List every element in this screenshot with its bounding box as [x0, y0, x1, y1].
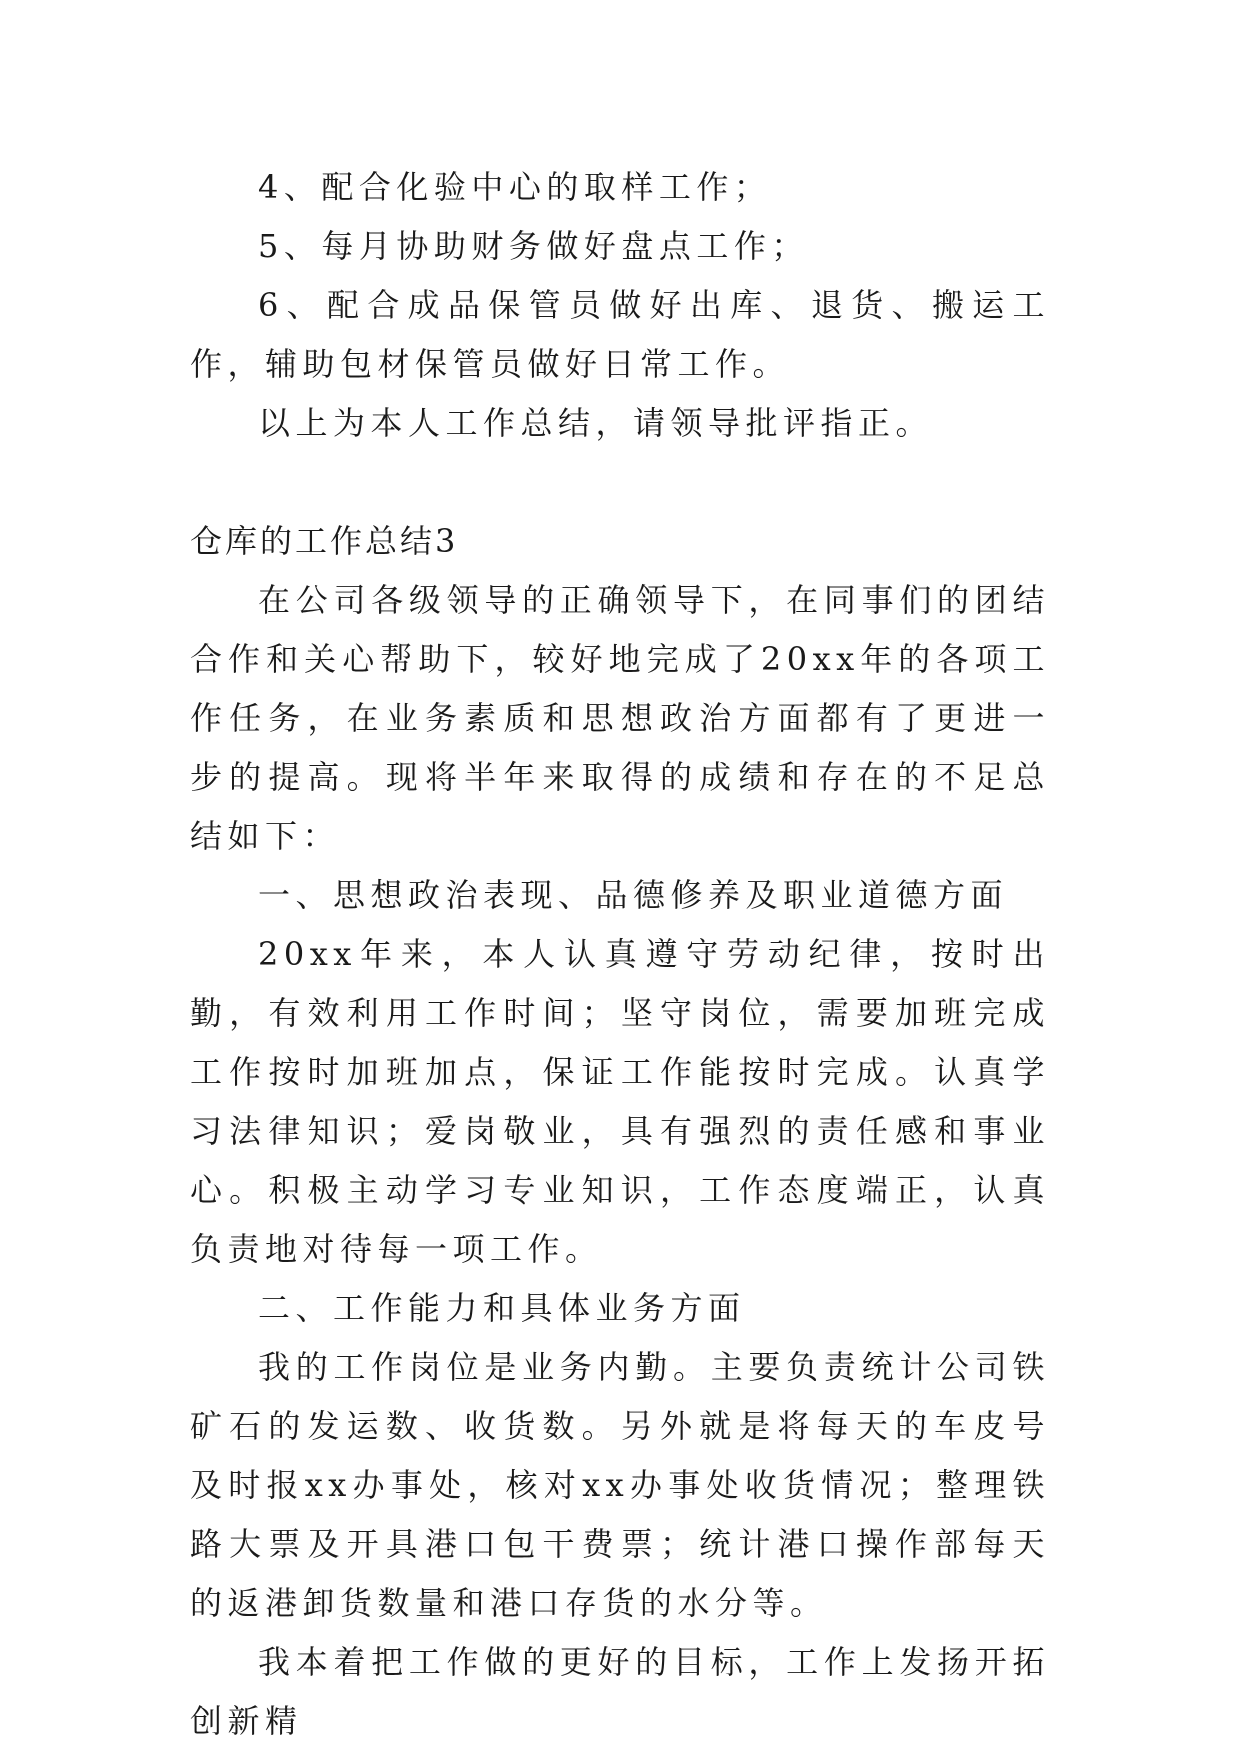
paragraph-item-6: 6、配合成品保管员做好出库、退货、搬运工作，辅助包材保管员做好日常工作。: [190, 286, 1050, 383]
paragraph-item-4: 4、配合化验中心的取样工作；: [258, 168, 772, 206]
paragraph-duties: 我的工作岗位是业务内勤。主要负责统计公司铁矿石的发运数、收货数。另外就是将每天的车皮号及时报xx办事处，核对xx办事处收货情况；整理铁路大票及开具港口包干费票；统计港口操作部每天的返港卸货数量和港口存货的水分等。: [190, 1348, 1050, 1622]
subheading-2: 二、工作能力和具体业务方面: [258, 1289, 746, 1327]
section-title: 仓库的工作总结3: [190, 522, 459, 560]
paragraph-intro: 在公司各级领导的正确领导下，在同事们的团结合作和关心帮助下，较好地完成了20xx年的各项工作任务，在业务素质和思想政治方面都有了更进一步的提高。现将半年来取得的成绩和存在的不足总结如下：: [190, 581, 1050, 855]
paragraph-goal: 我本着把工作做的更好的目标，工作上发扬开拓创新精: [190, 1643, 1050, 1740]
document-body: [190, 158, 1050, 1751]
paragraph-item-5: 5、每月协助财务做好盘点工作；: [258, 227, 809, 265]
subheading-1: 一、思想政治表现、品德修养及职业道德方面: [258, 876, 1009, 914]
paragraph-closing: 以上为本人工作总结，请领导批评指正。: [258, 404, 934, 442]
paragraph-politics: 20xx年来，本人认真遵守劳动纪律，按时出勤，有效利用工作时间；坚守岗位，需要加班完成工作按时加班加点，保证工作能按时完成。认真学习法律知识；爱岗敬业，具有强烈的责任感和事业心。积极主动学习专业知识，工作态度端正，认真负责地对待每一项工作。: [190, 935, 1050, 1268]
